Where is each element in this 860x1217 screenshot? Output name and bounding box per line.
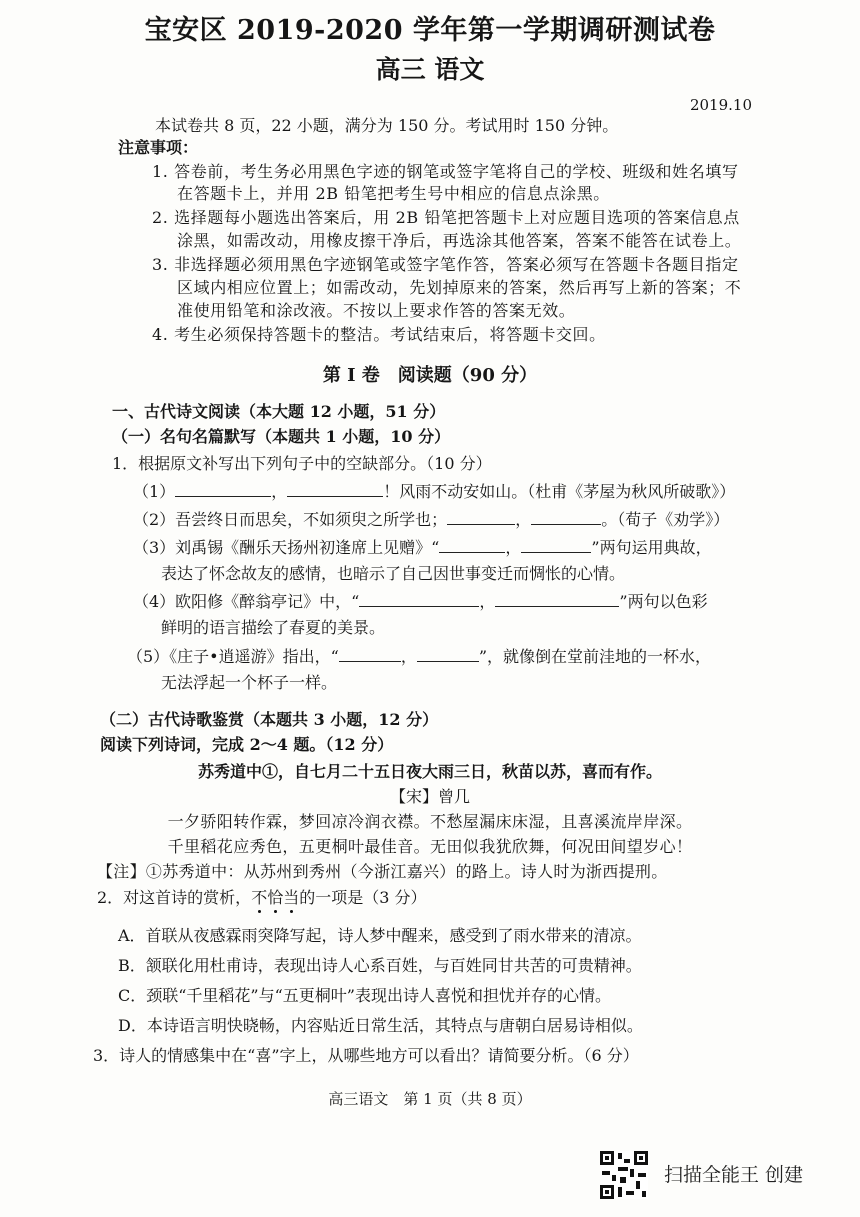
emphasis-char: 恰 — [267, 888, 284, 907]
notice-item-3: 3. 非选择题必须用黑色字迹钢笔或签字笔作答，答案必须写在答题卡各题目指定 — [152, 255, 739, 274]
notice-item-1-cont: 在答题卡上，并用 2B 铅笔把考生号中相应的信息点涂黑。 — [177, 184, 610, 203]
question-1-2: （2）吾尝终日而思矣，不如须臾之所学也； ， 。（荀子《劝学》） — [133, 510, 730, 529]
answer-blank — [175, 480, 271, 497]
answer-blank — [359, 590, 479, 607]
q1-4-tail: ”两句以色彩 — [619, 592, 708, 611]
q1-3-tail: ”两句运用典故， — [591, 538, 712, 557]
question-1-3: （3）刘禹锡《酬乐天扬州初逢席上见赠》“ ， ”两句运用典故， — [133, 538, 712, 557]
q1-5-text: （5）《庄子•逍遥游》指出，“ — [127, 647, 339, 666]
question-1-5-cont: 无法浮起一个杯子一样。 — [161, 673, 338, 692]
section1-heading: 一、古代诗文阅读（本大题 12 小题，51 分） — [112, 402, 446, 421]
poem-line-2: 千里稻花应秀色，五更桐叶最佳音。无田似我犹欣舞，何况田间望岁心！ — [167, 837, 693, 856]
subsection2-intro: 阅读下列诗词，完成 2～4 题。（12 分） — [100, 735, 394, 754]
answer-blank — [495, 590, 619, 607]
question-1-4-cont: 鲜明的语言描绘了春夏的美景。 — [161, 618, 386, 637]
exam-subtitle: 高三 语文 — [375, 55, 485, 84]
subsection2-heading: （二）古代诗歌鉴赏（本题共 3 小题，12 分） — [100, 710, 439, 729]
answer-blank — [439, 536, 505, 553]
poem-author: 【宋】曾几 — [389, 787, 470, 806]
answer-blank — [339, 645, 401, 662]
qr-code-icon — [600, 1151, 648, 1199]
poem-note: 【注】①苏秀道中：从苏州到秀州（今浙江嘉兴）的路上。诗人时为浙西提刑。 — [97, 862, 668, 881]
q1-2-source: 。（荀子《劝学》） — [601, 510, 730, 529]
option-d: D．本诗语言明快晓畅，内容贴近日常生活，其特点与唐朝白居易诗相似。 — [118, 1016, 643, 1035]
question-1: 1．根据原文补写出下列句子中的空缺部分。（10 分） — [112, 454, 492, 473]
question-1-1: （1） ， ！风雨不动安如山。（杜甫《茅屋为秋风所破歌》） — [133, 482, 736, 501]
part1-title: 第 I 卷 阅读题（90 分） — [322, 365, 538, 386]
subsection1-heading: （一）名句名篇默写（本题共 1 小题，10 分） — [112, 427, 451, 446]
answer-blank — [447, 508, 515, 525]
notice-item-1: 1. 答卷前，考生务必用黑色字迹的钢笔或签字笔将自己的学校、班级和姓名填写 — [152, 162, 739, 181]
notice-item-3-cont2: 准使用铅笔和涂改液。不按以上要求作答的答案无效。 — [177, 301, 576, 320]
option-b: B．颔联化用杜甫诗，表现出诗人心系百姓，与百姓同甘共苦的可贵精神。 — [118, 956, 642, 975]
scanner-watermark: 扫描全能王 创建 — [664, 1164, 804, 1186]
emphasis-char: 不 — [251, 888, 268, 907]
exam-date: 2019.10 — [689, 96, 752, 114]
question-1-3-cont: 表达了怀念故友的感情，也暗示了自己因世事变迁而惆怅的心情。 — [161, 564, 626, 583]
q1-1-number: （1） — [133, 482, 176, 501]
question-1-5: （5）《庄子•逍遥游》指出，“ ， ”，就像倒在堂前洼地的一杯水， — [127, 647, 712, 666]
poem-title: 苏秀道中①，自七月二十五日夜大雨三日，秋苗以苏，喜而有作。 — [197, 762, 662, 781]
q1-1-text: ！风雨不动安如山。（杜甫《茅屋为秋风所破歌》） — [383, 482, 736, 501]
question-1-4: （4）欧阳修《醉翁亭记》中，“ ， ”两句以色彩 — [133, 592, 708, 611]
q1-4-text: （4）欧阳修《醉翁亭记》中，“ — [133, 592, 360, 611]
page-footer: 高三语文 第 1 页（共 8 页） — [328, 1090, 532, 1108]
poem-line-1: 一夕骄阳转作霖，梦回凉冷润衣襟。不愁屋漏床床湿，且喜溪流岸岸深。 — [167, 812, 693, 831]
notice-item-3-cont: 区域内相应位置上；如需改动，先划掉原来的答案，然后再写上新的答案；不 — [177, 278, 742, 297]
q1-3-text: （3）刘禹锡《酬乐天扬州初逢席上见赠》“ — [133, 538, 440, 557]
notice-item-2: 2. 选择题每小题选出答案后，用 2B 铅笔把答题卡上对应题目选项的答案信息点 — [152, 208, 740, 227]
notice-item-4: 4. 考生必须保持答题卡的整洁。考试结束后，将答题卡交回。 — [152, 325, 606, 344]
q2-text-tail: 的一项是（3 分） — [299, 888, 427, 907]
q2-text: 2．对这首诗的赏析， — [97, 888, 252, 907]
question-3: 3．诗人的情感集中在“喜”字上，从哪些地方可以看出？请简要分析。（6 分） — [93, 1046, 639, 1065]
option-c: C．颈联“千里稻花”与“五更桐叶”表现出诗人喜悦和担忧并存的心情。 — [118, 986, 611, 1005]
answer-blank — [521, 536, 591, 553]
answer-blank — [531, 508, 601, 525]
emphasis-char: 当 — [283, 888, 300, 907]
q1-5-tail: ”，就像倒在堂前洼地的一杯水， — [478, 647, 712, 666]
option-a: A．首联从夜感霖雨突降写起，诗人梦中醒来，感受到了雨水带来的清凉。 — [118, 926, 642, 945]
q1-2-text: （2）吾尝终日而思矣，不如须臾之所学也； — [133, 510, 448, 529]
answer-blank — [417, 645, 479, 662]
notice-heading: 注意事项： — [118, 138, 199, 157]
intro-text: 本试卷共 8 页，22 小题，满分为 150 分。考试用时 150 分钟。 — [155, 116, 619, 135]
notice-item-2-cont: 涂黑，如需改动，用橡皮擦干净后，再选涂其他答案，答案不能答在试卷上。 — [177, 231, 742, 250]
exam-title: 宝安区 2019-2020 学年第一学期调研测试卷 — [144, 15, 716, 46]
question-2 — [97, 886, 427, 909]
answer-blank — [287, 480, 383, 497]
